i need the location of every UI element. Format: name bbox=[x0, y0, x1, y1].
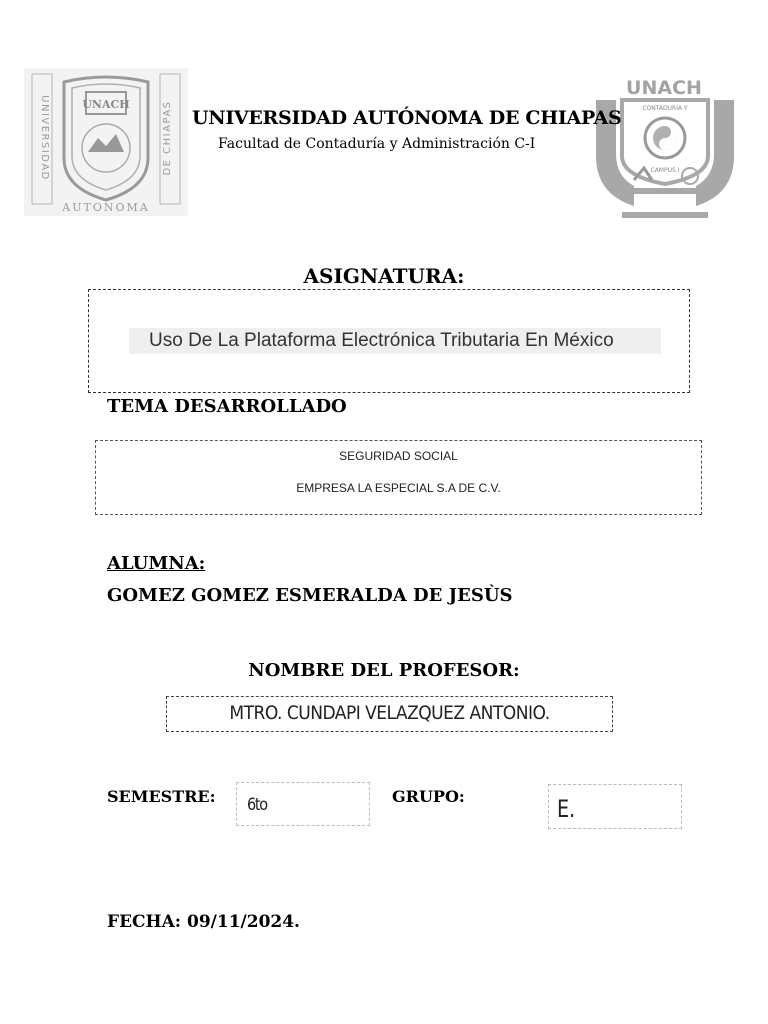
profesor-name: MTRO. CUNDAPI VELAZQUEZ ANTONIO. bbox=[229, 702, 550, 724]
tema-box bbox=[95, 440, 702, 515]
unach-seal-logo bbox=[24, 68, 188, 216]
svg-text:CAMPUS I: CAMPUS I bbox=[650, 167, 680, 174]
faculty-logo bbox=[594, 76, 736, 222]
grupo-value: E. bbox=[557, 795, 576, 823]
tema-line-2: EMPRESA LA ESPECIAL S.A DE C.V. bbox=[296, 481, 501, 495]
grupo-label: GRUPO: bbox=[392, 787, 465, 806]
profesor-box bbox=[166, 696, 613, 732]
svg-text:UNACH: UNACH bbox=[626, 77, 702, 99]
grupo-box bbox=[548, 784, 682, 829]
alumna-label: ALUMNA: bbox=[107, 553, 206, 574]
university-name: UNIVERSIDAD AUTÓNOMA DE CHIAPAS bbox=[192, 107, 622, 129]
semestre-value: 6to bbox=[247, 795, 267, 815]
semestre-label: SEMESTRE: bbox=[107, 787, 216, 806]
svg-text:UNACH: UNACH bbox=[82, 98, 130, 111]
semestre-box bbox=[236, 782, 370, 826]
asignatura-value: Uso De La Plataforma Electrónica Tributaria En México bbox=[129, 328, 661, 354]
alumna-name: GOMEZ GOMEZ ESMERALDA DE JESÙS bbox=[107, 585, 513, 606]
svg-text:DE CHIAPAS: DE CHIAPAS bbox=[162, 100, 173, 176]
asignatura-box bbox=[88, 289, 690, 393]
faculty-name: Facultad de Contaduría y Administración C-I bbox=[218, 136, 536, 152]
fecha-text: FECHA: 09/11/2024. bbox=[107, 912, 300, 932]
svg-text:AUTONOMA: AUTONOMA bbox=[62, 201, 150, 214]
svg-text:UNIVERSIDAD: UNIVERSIDAD bbox=[39, 95, 50, 181]
tema-label: TEMA DESARROLLADO bbox=[107, 396, 347, 417]
svg-text:CONTADURÍA Y: CONTADURÍA Y bbox=[642, 105, 688, 112]
profesor-label: NOMBRE DEL PROFESOR: bbox=[248, 660, 520, 681]
tema-line-1: SEGURIDAD SOCIAL bbox=[339, 449, 458, 463]
asignatura-label: ASIGNATURA: bbox=[303, 264, 465, 288]
